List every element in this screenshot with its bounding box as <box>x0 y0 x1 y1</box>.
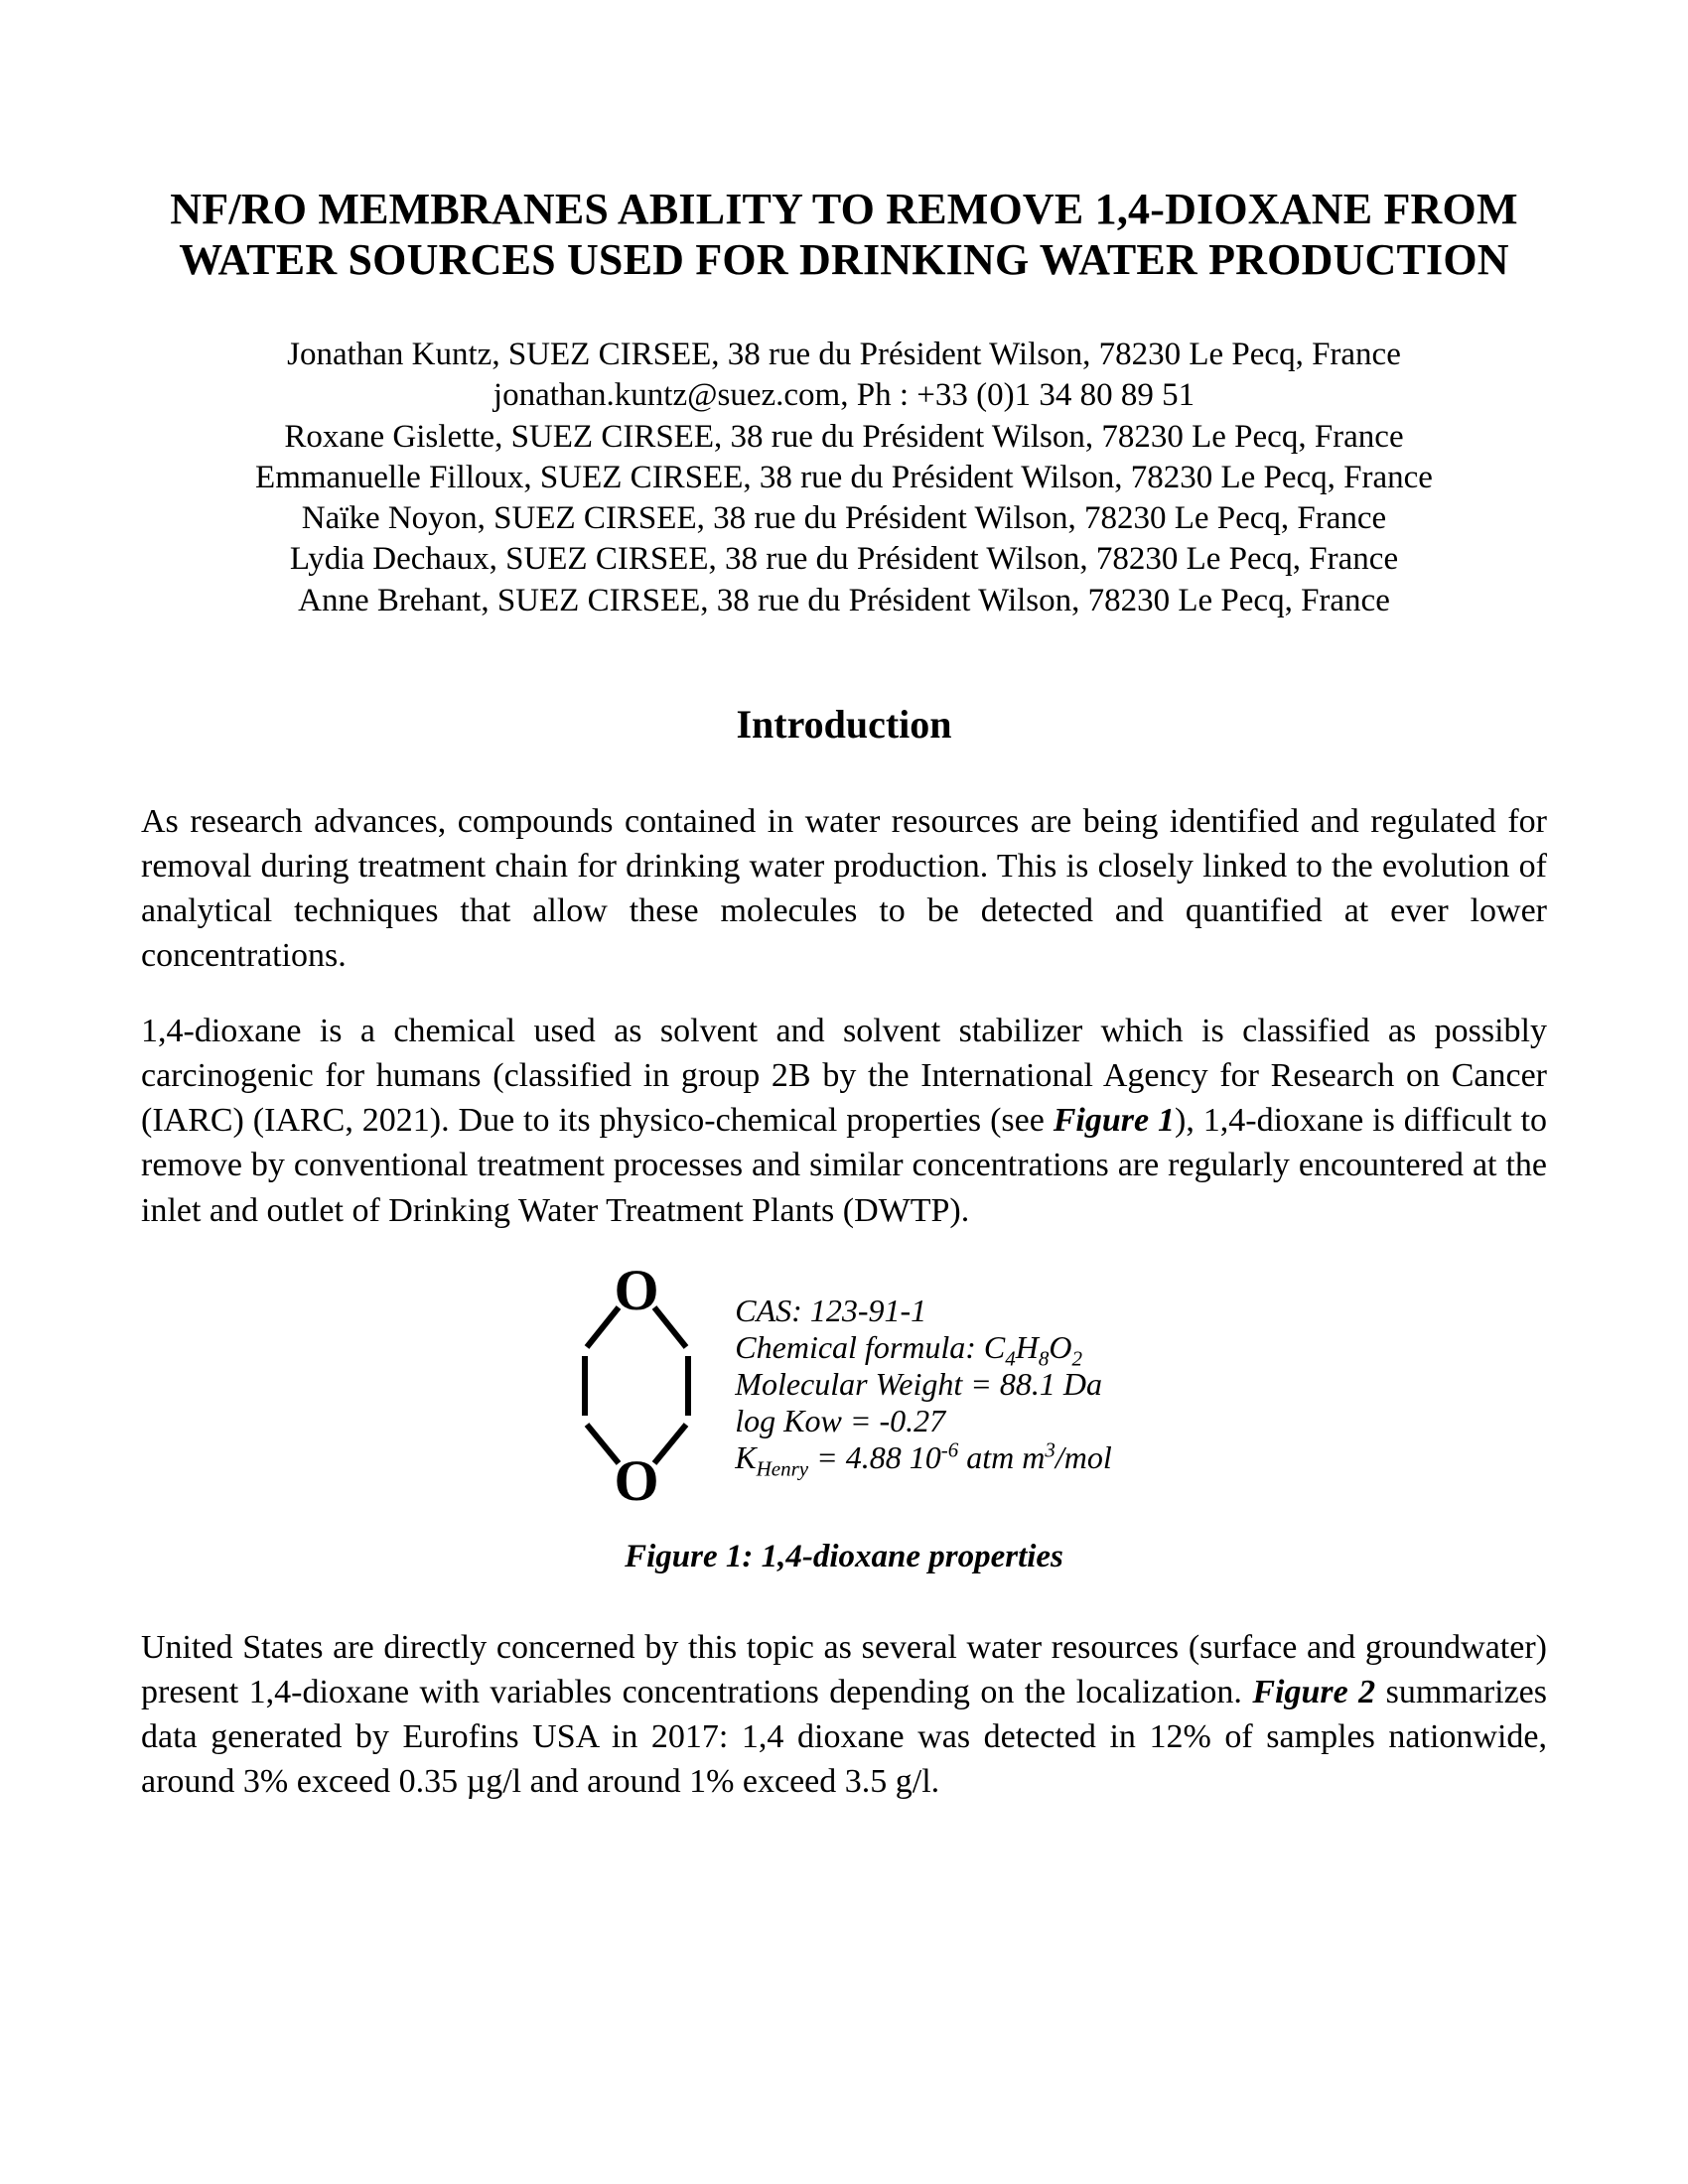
page-content <box>0 184 1688 1805</box>
paragraph-3-text: summarizes data generated by Eurofins USA in 2017: 1,4 dioxane was detected in 12% of samples nationwide, around 3% exceed 0.35 µg/l and around 1% exceed 3.5 g/l. <box>141 1674 1548 1801</box>
dioxane-molecule-diagram <box>576 1261 697 1509</box>
author-line: Anne Brehant, SUEZ CIRSEE, 38 rue du Président Wilson, 78230 Le Pecq, France <box>298 582 1390 618</box>
author-line: Naïke Noyon, SUEZ CIRSEE, 38 rue du Président Wilson, 78230 Le Pecq, France <box>301 500 1387 537</box>
author-line: Jonathan Kuntz, SUEZ CIRSEE, 38 rue du Président Wilson, 78230 Le Pecq, France <box>287 337 1401 373</box>
paper-title-line-1: NF/RO MEMBRANES ABILITY TO REMOVE 1,4-DIOXANE FROM <box>170 185 1518 233</box>
oxygen-atom-top: O <box>614 1260 659 1322</box>
paragraph-2-text: ), 1,4-dioxane is difficult to remove by conventional treatment processes and similar concentrations are regularly encountered at the inlet and outlet of Drinking Water Treatment Plants (DWTP). <box>141 1102 1547 1229</box>
paper-title <box>141 184 1547 285</box>
author-line: Roxane Gislette, SUEZ CIRSEE, 38 rue du Président Wilson, 78230 Le Pecq, France <box>284 418 1404 455</box>
figure-1 <box>141 1261 1547 1509</box>
property-molecular-weight: Molecular Weight = 88.1 Da <box>735 1366 1102 1403</box>
paragraph-3 <box>141 1625 1547 1805</box>
paragraph-2 <box>141 1009 1547 1233</box>
property-chemical-formula: Chemical formula: $C_4H_8O_2$ <box>735 1329 1082 1371</box>
paragraph-2-text: 1,4-dioxane is a chemical used as solvent and solvent stabilizer which is classified as possibly carcinogenic for humans (classified in group 2B by the International Agency for Research on Cancer (IARC) (IARC, 2021). Due to its physico-chemical properties (see <box>141 1012 1547 1140</box>
paragraph-1: As research advances, compounds contained in water resources are being identified and regulated for removal during treatment chain for drinking water production. This is closely linked to the evolution of analytical techniques that allow these molecules to be detected and quantified at ever lower concentrations. <box>141 802 1547 975</box>
author-line: Emmanuelle Filloux, SUEZ CIRSEE, 38 rue du Président Wilson, 78230 Le Pecq, France <box>255 459 1433 495</box>
property-k-henry: $K_{Henry} = 4.88$ $10^{-6}$ atm $m^3$/mol <box>735 1437 1112 1481</box>
dioxane-properties-list <box>735 1293 1112 1481</box>
figure-1-reference: Figure 1 <box>1053 1102 1176 1140</box>
oxygen-atom-bottom: O <box>614 1447 659 1509</box>
section-heading-introduction: Introduction <box>736 701 952 747</box>
property-cas: CAS: 123-91-1 <box>735 1293 927 1328</box>
paper-title-line-2: WATER SOURCES USED FOR DRINKING WATER PRODUCTION <box>179 235 1509 285</box>
bond-bottom-right <box>654 1425 686 1463</box>
bond-top-right <box>654 1307 686 1347</box>
figure-1-caption: Figure 1: 1,4-dioxane properties <box>625 1538 1063 1574</box>
author-contact-line: jonathan.kuntz@suez.com, Ph : +33 (0)1 34 80 89 51 <box>492 377 1196 414</box>
figure-2-reference: Figure 2 <box>1252 1674 1376 1710</box>
author-block <box>141 335 1547 621</box>
author-line: Lydia Dechaux, SUEZ CIRSEE, 38 rue du Président Wilson, 78230 Le Pecq, France <box>289 541 1399 578</box>
property-log-kow: log Kow = -0.27 <box>735 1403 946 1439</box>
paragraph-3-text: United States are directly concerned by this topic as several water resources (surface and groundwater) present 1,4-dioxane with variables concentrations depending on the localization. <box>141 1628 1547 1710</box>
